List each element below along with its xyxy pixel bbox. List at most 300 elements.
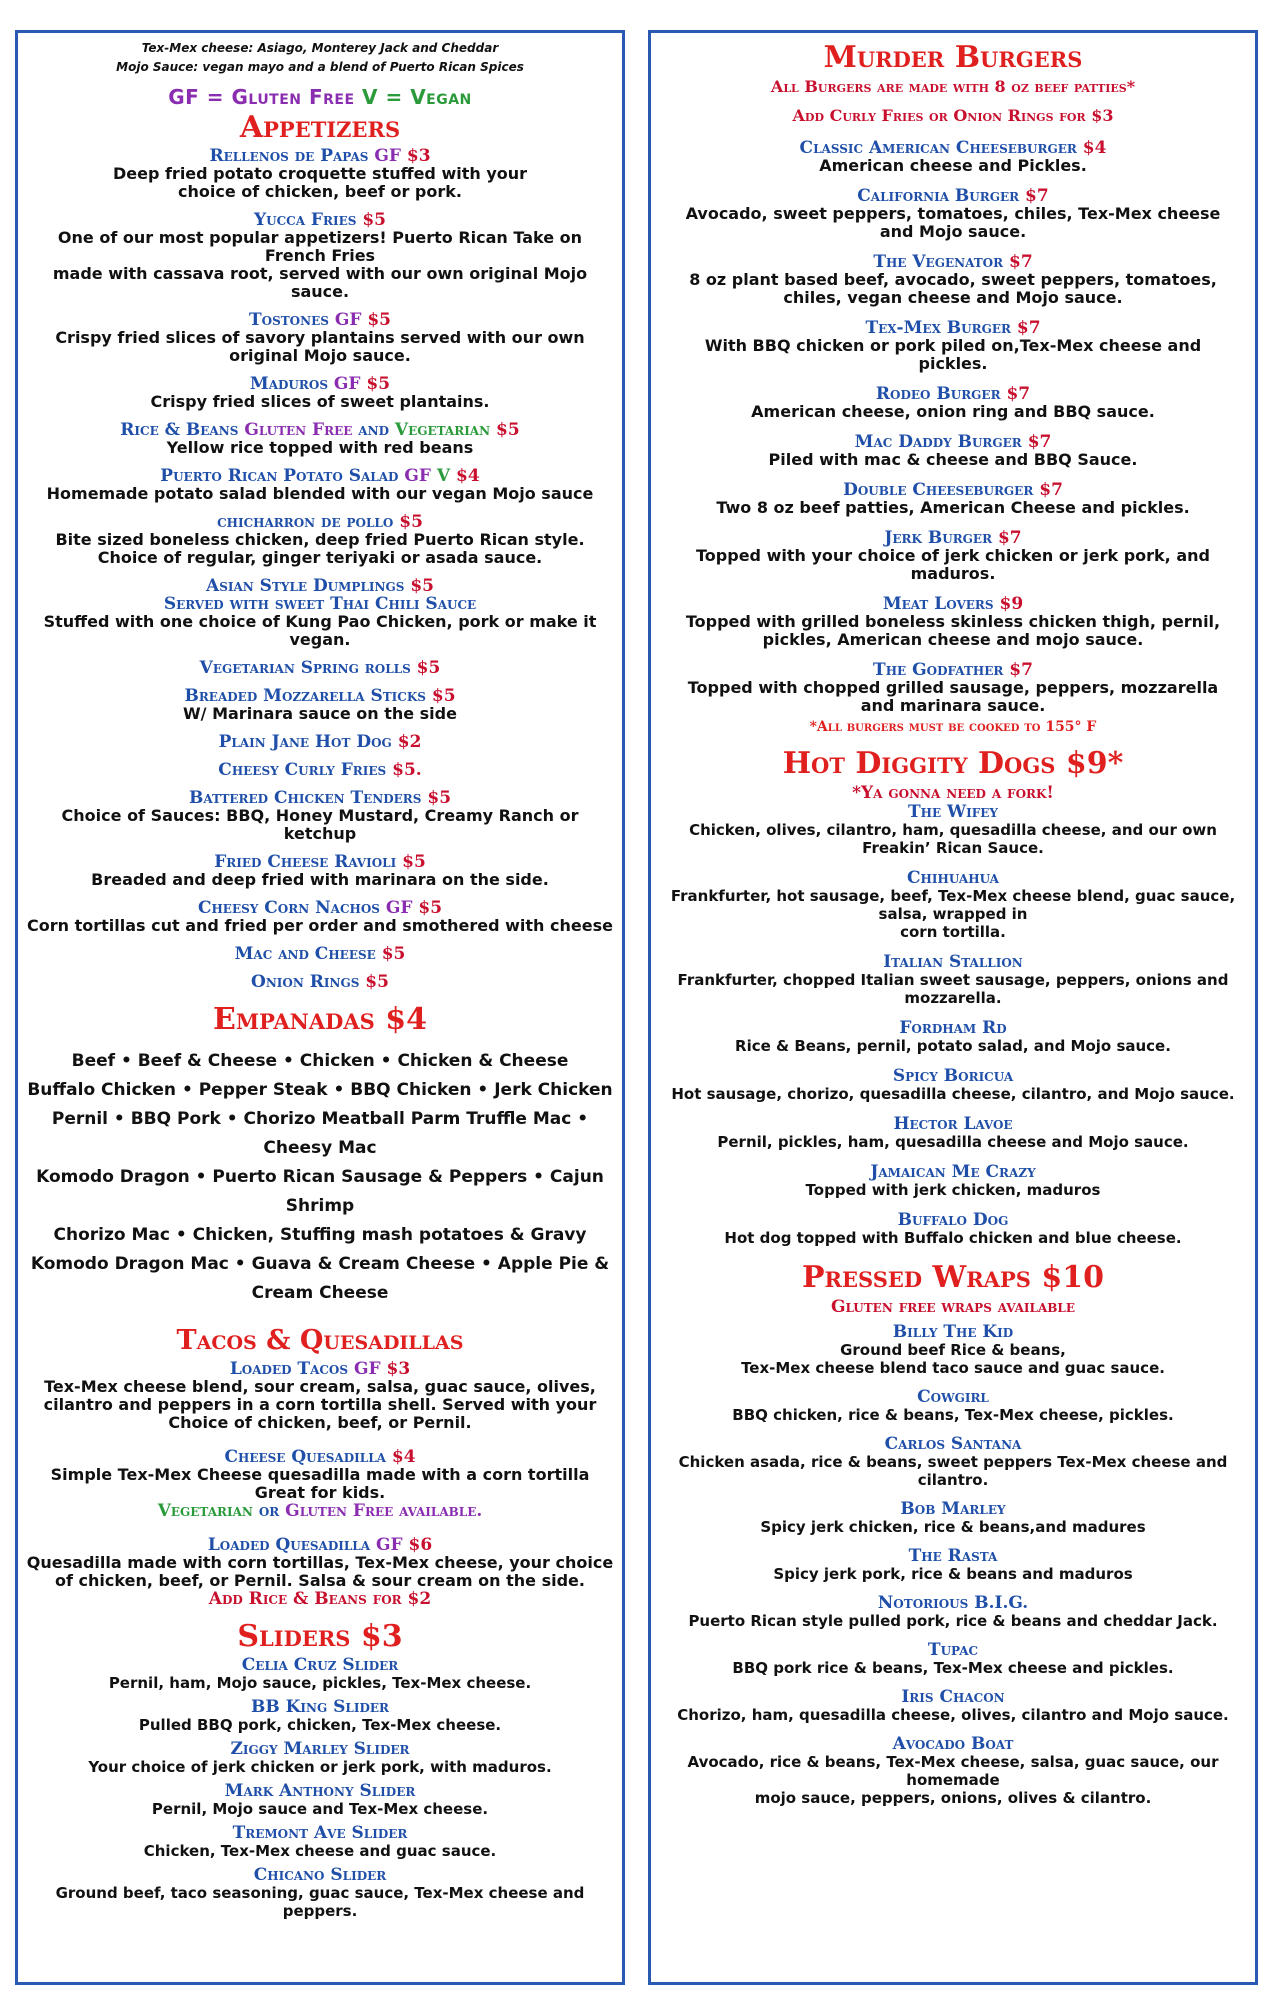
item-name [659, 1115, 1247, 1133]
item-title: Buffalo Dog [897, 1210, 1009, 1230]
item-description: Pernil, pickles, ham, quesadilla cheese and Mojo sauce. [717, 1133, 1189, 1151]
item-description: Corn tortillas cut and fried per order and smothered with cheese [27, 916, 613, 935]
item-name [659, 1435, 1247, 1453]
item-price: $9 [999, 594, 1024, 614]
item-title: Celia Cruz Slider [241, 1655, 399, 1675]
item-name [659, 1163, 1247, 1181]
item-name [659, 1019, 1247, 1037]
item-description: Chicken asada, rice & beans, sweet peppers Tex-Mex cheese and cilantro. [678, 1453, 1228, 1489]
diet-tag: GF [385, 898, 413, 918]
item-name [659, 319, 1247, 337]
menu-item [659, 1641, 1247, 1677]
diet-tag: GF [375, 1535, 403, 1555]
diet-tag: GF [334, 310, 362, 330]
empanada-flavors: Pernil • BBQ Pork • Chorizo Meatball Parm Truffle Mac • Cheesy Mac [51, 1109, 589, 1158]
item-description: Topped with chopped grilled sausage, peppers, mozzarella [687, 678, 1219, 697]
item-price: $5 [410, 576, 434, 596]
item-name [659, 1547, 1247, 1565]
item-description: maduros. [910, 564, 996, 583]
item-description: of chicken, beef, or Pernil. Salsa & sour cream on the side. [55, 1571, 585, 1590]
item-name [659, 433, 1247, 451]
menu-item [26, 973, 614, 991]
menu-item [659, 187, 1247, 241]
item-name [659, 953, 1247, 971]
item-name [659, 1735, 1247, 1753]
item-title: The Godfather [873, 660, 1004, 680]
note-line: Tex-Mex cheese: Asiago, Monterey Jack and Cheddar [141, 41, 499, 55]
item-title: Loaded Quesadilla [207, 1535, 371, 1555]
item-price: $5 [362, 210, 386, 230]
diet-tag: GF [374, 146, 401, 166]
menu-item [26, 1782, 614, 1818]
menu-item [26, 577, 614, 649]
option-tag: Vegetarian [157, 1501, 253, 1521]
item-name [659, 1211, 1247, 1229]
item-title: Onion Rings [251, 972, 360, 992]
item-name [26, 659, 614, 677]
item-subtitle: Served with sweet Thai Chili Sauce [163, 594, 477, 614]
item-title: Mac and Cheese [234, 944, 376, 964]
item-description: Frankfurter, chopped Italian sweet sausage, peppers, onions and mozzarella. [677, 971, 1229, 1007]
item-name [659, 595, 1247, 613]
item-description: Ground beef Rice & beans, [840, 1341, 1066, 1359]
item-title: Meat Lovers [882, 594, 994, 614]
item-price: $5 [402, 852, 426, 872]
left-menu-column [15, 30, 625, 1985]
item-price: $4 [391, 1447, 416, 1467]
item-description: Topped with grilled boneless skinless chicken thigh, pernil, [685, 612, 1221, 631]
diet-tag: GF [404, 466, 431, 486]
burgers-patty-note: All Burgers are made with 8 oz beef patties* [770, 77, 1136, 96]
item-name [26, 899, 614, 917]
item-description: Quesadilla made with corn tortillas, Tex-Mex cheese, your choice [26, 1553, 614, 1572]
item-name [659, 1067, 1247, 1085]
item-title: Vegetarian Spring rolls [199, 658, 411, 678]
diet-legend [26, 85, 614, 109]
empanada-flavors: Komodo Dragon Mac • Guava & Cream Cheese • Apple Pie & Cream Cheese [30, 1254, 610, 1303]
item-title: Cowgirl [917, 1387, 989, 1407]
diet-tag: GF [353, 1359, 381, 1379]
menu-item [26, 659, 614, 677]
diet-tag: V [436, 466, 451, 486]
item-description: Simple Tex-Mex Cheese quesadilla made with a corn tortilla [50, 1465, 590, 1484]
item-title: Notorious B.I.G. [877, 1593, 1029, 1613]
item-name [26, 1448, 614, 1466]
item-description: Yellow rice topped with red beans [166, 438, 474, 457]
menu-item [659, 319, 1247, 373]
menu-item [659, 1019, 1247, 1055]
option-tag: or [258, 1501, 280, 1521]
menu-item [26, 1866, 614, 1920]
right-menu-column [648, 30, 1258, 1985]
menu-item [26, 899, 614, 935]
item-name [659, 385, 1247, 403]
menu-item [659, 1115, 1247, 1151]
menu-item [659, 139, 1247, 175]
menu-item [659, 385, 1247, 421]
menu-item [26, 687, 614, 723]
menu-item [26, 853, 614, 889]
item-name [659, 187, 1247, 205]
item-title: Ziggy Marley Slider [230, 1739, 410, 1759]
wraps-list [659, 1323, 1247, 1807]
menu-item [659, 1500, 1247, 1536]
item-title: Cheesy Corn Nachos [197, 898, 380, 918]
item-price: $3 [406, 146, 431, 166]
item-title: Yucca Fries [254, 210, 357, 230]
item-price: $5 [496, 420, 520, 440]
item-name [26, 375, 614, 393]
item-name [659, 661, 1247, 679]
item-title: Tostones [248, 310, 329, 330]
empanadas-heading: Empanadas $4 [212, 1002, 428, 1037]
menu-item [26, 1824, 614, 1860]
item-name [26, 311, 614, 329]
menu-item [26, 1360, 614, 1432]
item-name [26, 1782, 614, 1800]
menu-item [26, 421, 614, 457]
item-price: $5. [392, 760, 422, 780]
menu-item [26, 211, 614, 301]
item-title: Italian Stallion [883, 952, 1023, 972]
item-price: $7 [1009, 660, 1033, 680]
item-price: $5 [418, 898, 443, 918]
item-title: Iris Chacon [901, 1687, 1005, 1707]
diet-tag: Vegetarian [394, 420, 491, 440]
item-title: Rodeo Burger [875, 384, 1001, 404]
item-title: Billy The Kid [892, 1322, 1014, 1342]
item-title: Mac Daddy Burger [854, 432, 1022, 452]
item-price: $3 [386, 1359, 411, 1379]
item-name [659, 1323, 1247, 1341]
menu-item [26, 375, 614, 411]
menu-item [659, 661, 1247, 715]
item-name [26, 421, 614, 439]
item-description: Great for kids. [254, 1483, 386, 1502]
menu-item [659, 1211, 1247, 1247]
item-title: Mark Anthony Slider [224, 1781, 416, 1801]
menu-item [26, 1698, 614, 1734]
item-name [659, 869, 1247, 887]
item-name [26, 789, 614, 807]
item-title: Plain Jane Hot Dog [218, 732, 392, 752]
item-price: $5 [367, 310, 392, 330]
item-title: The Rasta [908, 1546, 998, 1566]
item-price: $5 [427, 788, 452, 808]
item-title: Loaded Tacos [229, 1359, 349, 1379]
burgers-footnote: *All burgers must be cooked to 155° F [809, 719, 1097, 735]
item-title: Rellenos de Papas [209, 146, 369, 166]
item-title: Tremont Ave Slider [232, 1823, 408, 1843]
empanadas-list [26, 1047, 614, 1308]
item-description: Choice of regular, ginger teriyaki or asada sauce. [97, 548, 543, 567]
item-name [659, 529, 1247, 547]
item-name [26, 1360, 614, 1378]
item-description: Your choice of jerk chicken or jerk pork, with maduros. [88, 1758, 552, 1776]
item-price: $4 [1082, 138, 1107, 158]
item-name [659, 481, 1247, 499]
menu-item [659, 481, 1247, 517]
menu-item [659, 1388, 1247, 1424]
item-title: Hector Lavoe [893, 1114, 1013, 1134]
item-description: pickles, American cheese and mojo sauce. [762, 630, 1144, 649]
tacos-heading: Tacos & Quesadillas [176, 1325, 464, 1356]
item-name [26, 853, 614, 871]
item-name [659, 253, 1247, 271]
item-title: Bob Marley [900, 1499, 1006, 1519]
item-title: California Burger [857, 186, 1020, 206]
item-title: Rice & Beans [120, 420, 239, 440]
item-description: Chicken, Tex-Mex cheese and guac sauce. [143, 1842, 497, 1860]
item-options [26, 1502, 614, 1520]
appetizers-list [26, 147, 614, 991]
legend-gf: GF = Gluten Free [168, 85, 355, 109]
item-name [26, 973, 614, 991]
item-title: Jamaican Me Crazy [870, 1162, 1036, 1182]
menu-item [26, 147, 614, 201]
item-title: Maduros [249, 374, 328, 394]
item-title: Chicano Slider [253, 1865, 387, 1885]
item-name [26, 1698, 614, 1716]
item-description: Stuffed with one choice of Kung Pao Chicken, pork or make it vegan. [43, 612, 597, 649]
menu-item [659, 595, 1247, 649]
item-title: Breaded Mozzarella Sticks [184, 686, 426, 706]
item-description: American cheese, onion ring and BBQ sauce. [751, 402, 1155, 421]
item-title: Jerk Burger [884, 528, 993, 548]
item-description: Spicy jerk chicken, rice & beans,and madures [760, 1518, 1146, 1536]
item-description: Topped with jerk chicken, maduros [805, 1181, 1101, 1199]
menu-item [659, 1435, 1247, 1489]
menu-item [659, 869, 1247, 941]
item-addon: Add Rice & Beans for $2 [208, 1589, 432, 1609]
item-name [659, 1594, 1247, 1612]
item-title: Asian Style Dumplings [206, 576, 405, 596]
empanada-flavors: Beef • Beef & Cheese • Chicken • Chicken & Cheese [71, 1051, 569, 1071]
item-title: The Wifey [908, 802, 998, 822]
item-description: Choice of chicken, beef, or Pernil. [168, 1413, 472, 1432]
item-description: Tex-Mex cheese blend taco sauce and guac sauce. [741, 1359, 1165, 1377]
menu-item [26, 789, 614, 843]
item-title: Classic American Cheeseburger [799, 138, 1077, 158]
diet-tag: and [358, 420, 389, 440]
item-description: Breaded and deep fried with marinara on the side. [91, 870, 549, 889]
diet-tag: Gluten Free [244, 420, 353, 440]
appetizers-heading: Appetizers [239, 110, 401, 145]
menu-item [26, 761, 614, 779]
menu-item [26, 1740, 614, 1776]
item-name [659, 1500, 1247, 1518]
item-name [26, 733, 614, 751]
item-description: choice of chicken, beef or pork. [178, 182, 462, 201]
menu-item [659, 1735, 1247, 1807]
item-title: Avocado Boat [892, 1734, 1014, 1754]
item-title: Chihuahua [907, 868, 999, 888]
menu-item [26, 733, 614, 751]
item-name [26, 687, 614, 705]
item-price: $5 [416, 658, 441, 678]
item-price: $4 [456, 466, 480, 486]
item-name [26, 211, 614, 229]
menu-item [26, 311, 614, 365]
item-description: Bite sized boneless chicken, deep fried Puerto Rican style. [55, 530, 585, 549]
item-description: Piled with mac & cheese and BBQ Sauce. [768, 450, 1138, 469]
item-title: Puerto Rican Potato Salad [160, 466, 399, 486]
item-description: American cheese and Pickles. [819, 156, 1087, 175]
menu-item [659, 803, 1247, 857]
dogs-heading: Hot Diggity Dogs $9* [782, 746, 1124, 781]
item-name [26, 1740, 614, 1758]
item-description: Deep fried potato croquette stuffed with your [112, 164, 528, 183]
item-price: $7 [1025, 186, 1049, 206]
item-description: Two 8 oz beef patties, American Cheese and pickles. [716, 498, 1190, 517]
menu-item [659, 1067, 1247, 1103]
item-price: $5 [366, 374, 391, 394]
item-description: Hot dog topped with Buffalo chicken and blue cheese. [724, 1229, 1182, 1247]
item-description: BBQ pork rice & beans, Tex-Mex cheese and pickles. [732, 1659, 1174, 1677]
item-price: $7 [1039, 480, 1063, 500]
menu-item [659, 1547, 1247, 1583]
menu-item [26, 513, 614, 567]
item-description: and marinara sauce. [860, 696, 1046, 715]
burgers-heading: Murder Burgers [823, 40, 1083, 75]
item-price: $5 [399, 512, 423, 532]
wraps-heading: Pressed Wraps $10 [801, 1260, 1104, 1295]
item-name [659, 1388, 1247, 1406]
empanada-flavors: Buffalo Chicken • Pepper Steak • BBQ Chicken • Jerk Chicken [27, 1080, 613, 1100]
item-name [26, 467, 614, 485]
item-name [26, 147, 614, 165]
item-description: Tex-Mex cheese blend, sour cream, salsa, guac sauce, olives, [44, 1377, 596, 1396]
item-description: Pulled BBQ pork, chicken, Tex-Mex cheese. [138, 1716, 502, 1734]
item-description: Chorizo, ham, quesadilla cheese, olives, cilantro and Mojo sauce. [677, 1706, 1229, 1724]
menu-item [659, 1688, 1247, 1724]
item-description: cilantro and peppers in a corn tortilla shell. Served with your [43, 1395, 597, 1414]
sliders-heading: Sliders $3 [237, 1619, 403, 1654]
item-description: BBQ chicken, rice & beans, Tex-Mex cheese, pickles. [732, 1406, 1174, 1424]
item-title: Tex-Mex Burger [865, 318, 1011, 338]
wraps-gf-note: Gluten free wraps available [830, 1297, 1075, 1317]
item-title: Double Cheeseburger [843, 480, 1034, 500]
item-description: Rice & Beans, pernil, potato salad, and Mojo sauce. [735, 1037, 1171, 1055]
item-description: Pernil, ham, Mojo sauce, pickles, Tex-Mex cheese. [108, 1674, 532, 1692]
menu-item [659, 1594, 1247, 1630]
item-price: $2 [397, 732, 422, 752]
item-description: Hot sausage, chorizo, quesadilla cheese, cilantro, and Mojo sauce. [671, 1085, 1235, 1103]
menu-item [26, 1448, 614, 1520]
item-price: $7 [1027, 432, 1052, 452]
item-description: Chicken, olives, cilantro, ham, quesadilla cheese, and our own Freakin’ Rican Sauce. [689, 821, 1217, 857]
item-description: Avocado, sweet peppers, tomatoes, chiles, Tex-Mex cheese [685, 204, 1221, 223]
item-title: Tupac [927, 1640, 979, 1660]
menu-item [26, 1536, 614, 1608]
item-title: Cheesy Curly Fries [218, 760, 387, 780]
burgers-list [659, 139, 1247, 715]
item-name [26, 1866, 614, 1884]
item-name [26, 945, 614, 963]
item-description: Pernil, Mojo sauce and Tex-Mex cheese. [151, 1800, 489, 1818]
menu-item [26, 945, 614, 963]
item-name [659, 139, 1247, 157]
item-description: mojo sauce, peppers, onions, olives & cilantro. [754, 1789, 1152, 1807]
menu-item [659, 433, 1247, 469]
dogs-list [659, 803, 1247, 1247]
item-description: Homemade potato salad blended with our vegan Mojo sauce [46, 484, 594, 503]
item-name [26, 761, 614, 779]
note-line: Mojo Sauce: vegan mayo and a blend of Puerto Rican Spices [116, 60, 524, 74]
item-description: made with cassava root, served with our own original Mojo sauce. [52, 264, 588, 301]
item-price: $7 [1009, 252, 1033, 272]
item-description: Avocado, rice & beans, Tex-Mex cheese, salsa, guac sauce, our homemade [687, 1753, 1219, 1789]
menu-notes [26, 39, 614, 77]
item-description: Spicy jerk pork, rice & beans and maduros [773, 1565, 1133, 1583]
item-name [26, 1536, 614, 1554]
burgers-addon-note: Add Curly Fries or Onion Rings for $3 [792, 106, 1114, 125]
item-name [26, 1824, 614, 1842]
item-price: $5 [381, 944, 406, 964]
item-description: Frankfurter, hot sausage, beef, Tex-Mex cheese blend, guac sauce, salsa, wrapped in [670, 887, 1236, 923]
item-description: Crispy fried slices of sweet plantains. [150, 392, 490, 411]
diet-tag: GF [333, 374, 361, 394]
empanada-flavors: Komodo Dragon • Puerto Rican Sausage & Peppers • Cajun Shrimp [36, 1167, 604, 1216]
option-tag: Gluten Free available. [285, 1501, 483, 1521]
item-price: $5 [365, 972, 389, 992]
item-name [26, 577, 614, 595]
item-description: and Mojo sauce. [879, 222, 1027, 241]
item-title: BB King Slider [250, 1697, 390, 1717]
item-name [26, 513, 614, 531]
item-price: $6 [408, 1535, 433, 1555]
item-price: $7 [997, 528, 1022, 548]
item-price: $7 [1016, 318, 1041, 338]
menu-item [659, 253, 1247, 307]
item-title: chicharron de pollo [217, 512, 394, 532]
item-title: Fried Cheese Ravioli [214, 852, 397, 872]
menu-item [26, 467, 614, 503]
item-description: W/ Marinara sauce on the side [183, 704, 457, 723]
item-description: pickles. [918, 354, 988, 373]
item-price: $7 [1006, 384, 1031, 404]
item-title: Battered Chicken Tenders [188, 788, 422, 808]
empanada-flavors: Chorizo Mac • Chicken, Stuffing mash potatoes & Gravy [53, 1225, 587, 1245]
item-description: Ground beef, taco seasoning, guac sauce, Tex-Mex cheese and peppers. [55, 1884, 585, 1920]
item-description: Puerto Rican style pulled pork, rice & beans and cheddar Jack. [688, 1612, 1218, 1630]
item-description: With BBQ chicken or pork piled on,Tex-Mex cheese and [704, 336, 1202, 355]
tacos-list [26, 1360, 614, 1608]
item-title: Fordham Rd [899, 1018, 1007, 1038]
menu-item [659, 529, 1247, 583]
item-name [659, 1641, 1247, 1659]
item-title: Spicy Boricua [892, 1066, 1014, 1086]
item-name [659, 803, 1247, 821]
item-title: Cheese Quesadilla [224, 1447, 386, 1467]
menu-item [659, 1163, 1247, 1199]
menu-item [659, 1323, 1247, 1377]
item-description: Choice of Sauces: BBQ, Honey Mustard, Creamy Ranch or ketchup [61, 806, 579, 843]
item-description: Crispy fried slices of savory plantains served with our own original Mojo sauce. [55, 328, 585, 365]
legend-vegan: V = Vegan [362, 85, 472, 109]
item-description: 8 oz plant based beef, avocado, sweet peppers, tomatoes, [689, 270, 1217, 289]
item-name [659, 1688, 1247, 1706]
item-description: corn tortilla. [900, 923, 1006, 941]
sliders-list [26, 1656, 614, 1920]
item-description: One of our most popular appetizers! Puerto Rican Take on French Fries [57, 228, 583, 265]
item-price: $5 [431, 686, 456, 706]
menu-item [659, 953, 1247, 1007]
item-title: The Vegenator [873, 252, 1004, 272]
item-description: chiles, vegan cheese and Mojo sauce. [783, 288, 1123, 307]
item-name [26, 1656, 614, 1674]
menu-item [26, 1656, 614, 1692]
